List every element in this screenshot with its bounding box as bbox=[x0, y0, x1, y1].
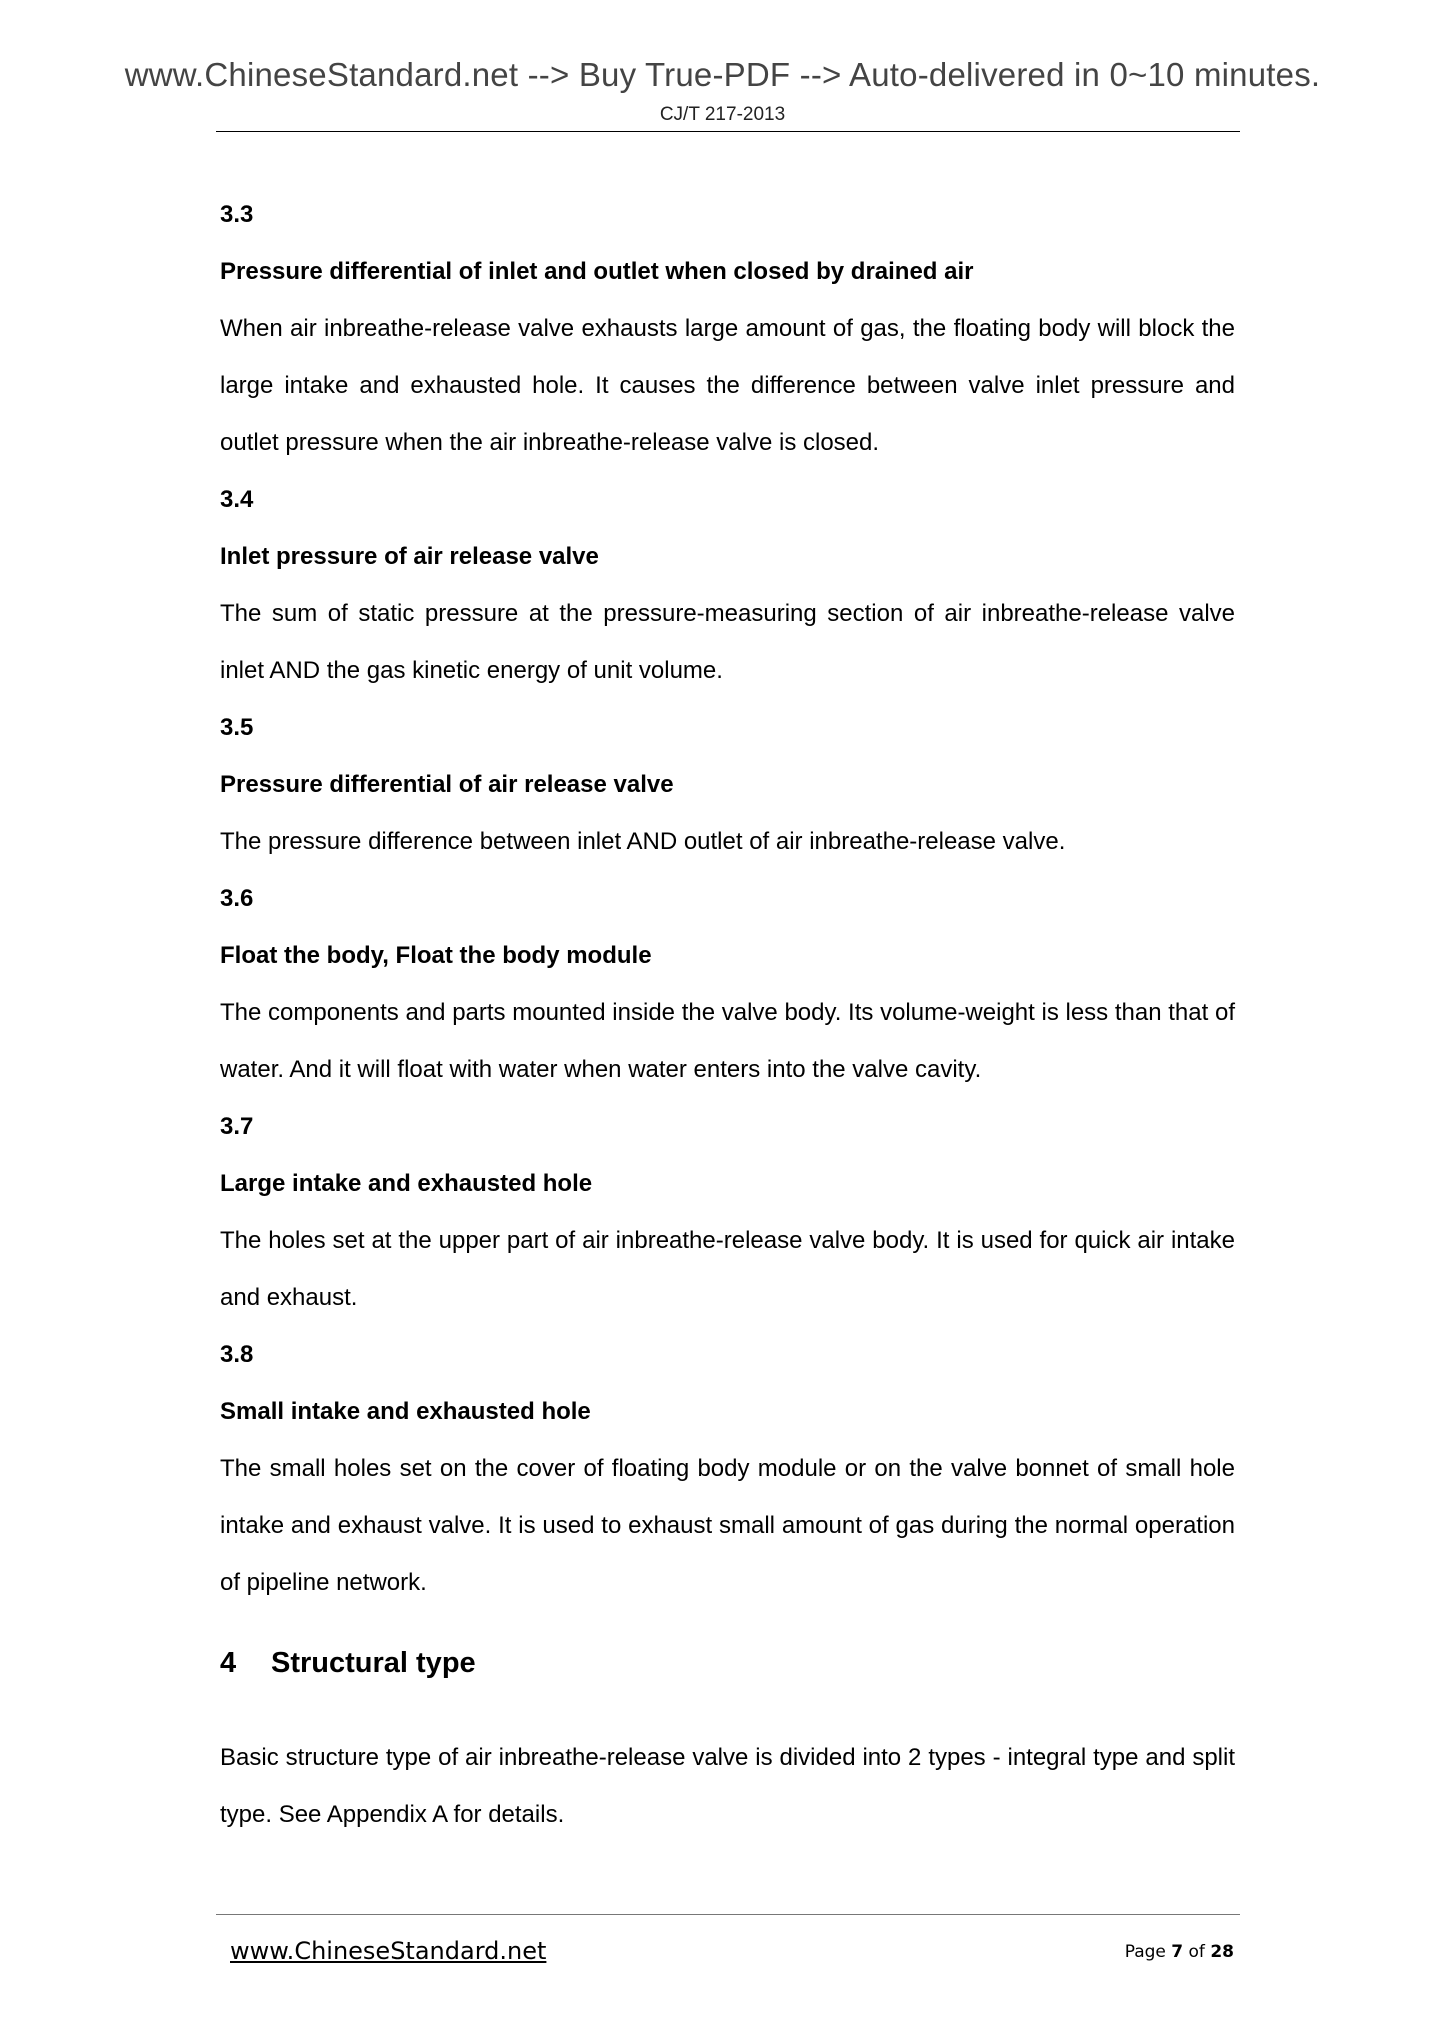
clause-number: 3.8 bbox=[220, 1341, 254, 1368]
clause-title: Float the body, Float the body module bbox=[220, 942, 652, 969]
clause-title: Large intake and exhausted hole bbox=[220, 1170, 593, 1197]
clause-3-5 bbox=[220, 699, 1235, 870]
clause-text: The components and parts mounted inside the valve body. Its volume-weight is less than that of water. And it will float with water when water enters into the valve cavity. bbox=[220, 999, 1235, 1083]
clause-3-6 bbox=[220, 870, 1235, 1098]
clause-text: The holes set at the upper part of air inbreathe-release valve body. It is used for quick air intake and exhaust. bbox=[220, 1227, 1235, 1311]
footer-website-link[interactable]: www.ChineseStandard.net bbox=[230, 1937, 547, 1965]
clause-title: Pressure differential of inlet and outlet when closed by drained air bbox=[220, 258, 974, 285]
clause-number: 3.4 bbox=[220, 486, 254, 513]
header-divider bbox=[216, 131, 1240, 132]
header-banner: www.ChineseStandard.net --> Buy True-PDF --> Auto-delivered in 0~10 minutes. bbox=[124, 56, 1321, 93]
page-prefix: Page bbox=[1124, 1942, 1172, 1962]
clause-text: The pressure difference between inlet AND outlet of air inbreathe-release valve. bbox=[220, 828, 1066, 855]
clause-text: The sum of static pressure at the pressure-measuring section of air inbreathe-release valve inlet AND the gas kinetic energy of unit volume. bbox=[220, 600, 1235, 684]
clause-title: Pressure differential of air release valve bbox=[220, 771, 674, 798]
page-of: of bbox=[1183, 1942, 1211, 1962]
page-indicator bbox=[1100, 1942, 1234, 1962]
clause-number: 3.7 bbox=[220, 1113, 254, 1140]
page-current: 7 bbox=[1171, 1942, 1184, 1962]
footer-divider bbox=[216, 1914, 1240, 1915]
standard-code: CJ/T 217-2013 bbox=[659, 104, 786, 125]
clause-number: 3.3 bbox=[220, 201, 254, 228]
clause-text: The small holes set on the cover of floating body module or on the valve bonnet of small hole intake and exhaust valve. It is used to exhaust small amount of gas during the normal operation of pipeline network. bbox=[220, 1455, 1235, 1596]
section-4-heading bbox=[220, 1645, 1235, 1681]
clause-title: Small intake and exhausted hole bbox=[220, 1398, 591, 1425]
clause-number: 3.5 bbox=[220, 714, 254, 741]
section-4-text: Basic structure type of air inbreathe-release valve is divided into 2 types - integral type and split type. See Appendix A for details. bbox=[220, 1744, 1235, 1828]
clause-3-8 bbox=[220, 1326, 1235, 1611]
clause-3-4 bbox=[220, 471, 1235, 699]
page-total: 28 bbox=[1210, 1942, 1234, 1962]
clause-title: Inlet pressure of air release valve bbox=[220, 543, 599, 570]
clause-3-3 bbox=[220, 186, 1235, 471]
clause-3-7 bbox=[220, 1098, 1235, 1326]
clause-text: When air inbreathe-release valve exhausts large amount of gas, the floating body will block the large intake and exhausted hole. It causes the difference between valve inlet pressure and outlet pressure when the air inbreathe-release valve is closed. bbox=[220, 315, 1235, 456]
clause-number: 3.6 bbox=[220, 885, 254, 912]
document-body bbox=[220, 186, 1235, 1843]
section-title: Structural type bbox=[271, 1647, 476, 1679]
section-number: 4 bbox=[220, 1647, 237, 1679]
